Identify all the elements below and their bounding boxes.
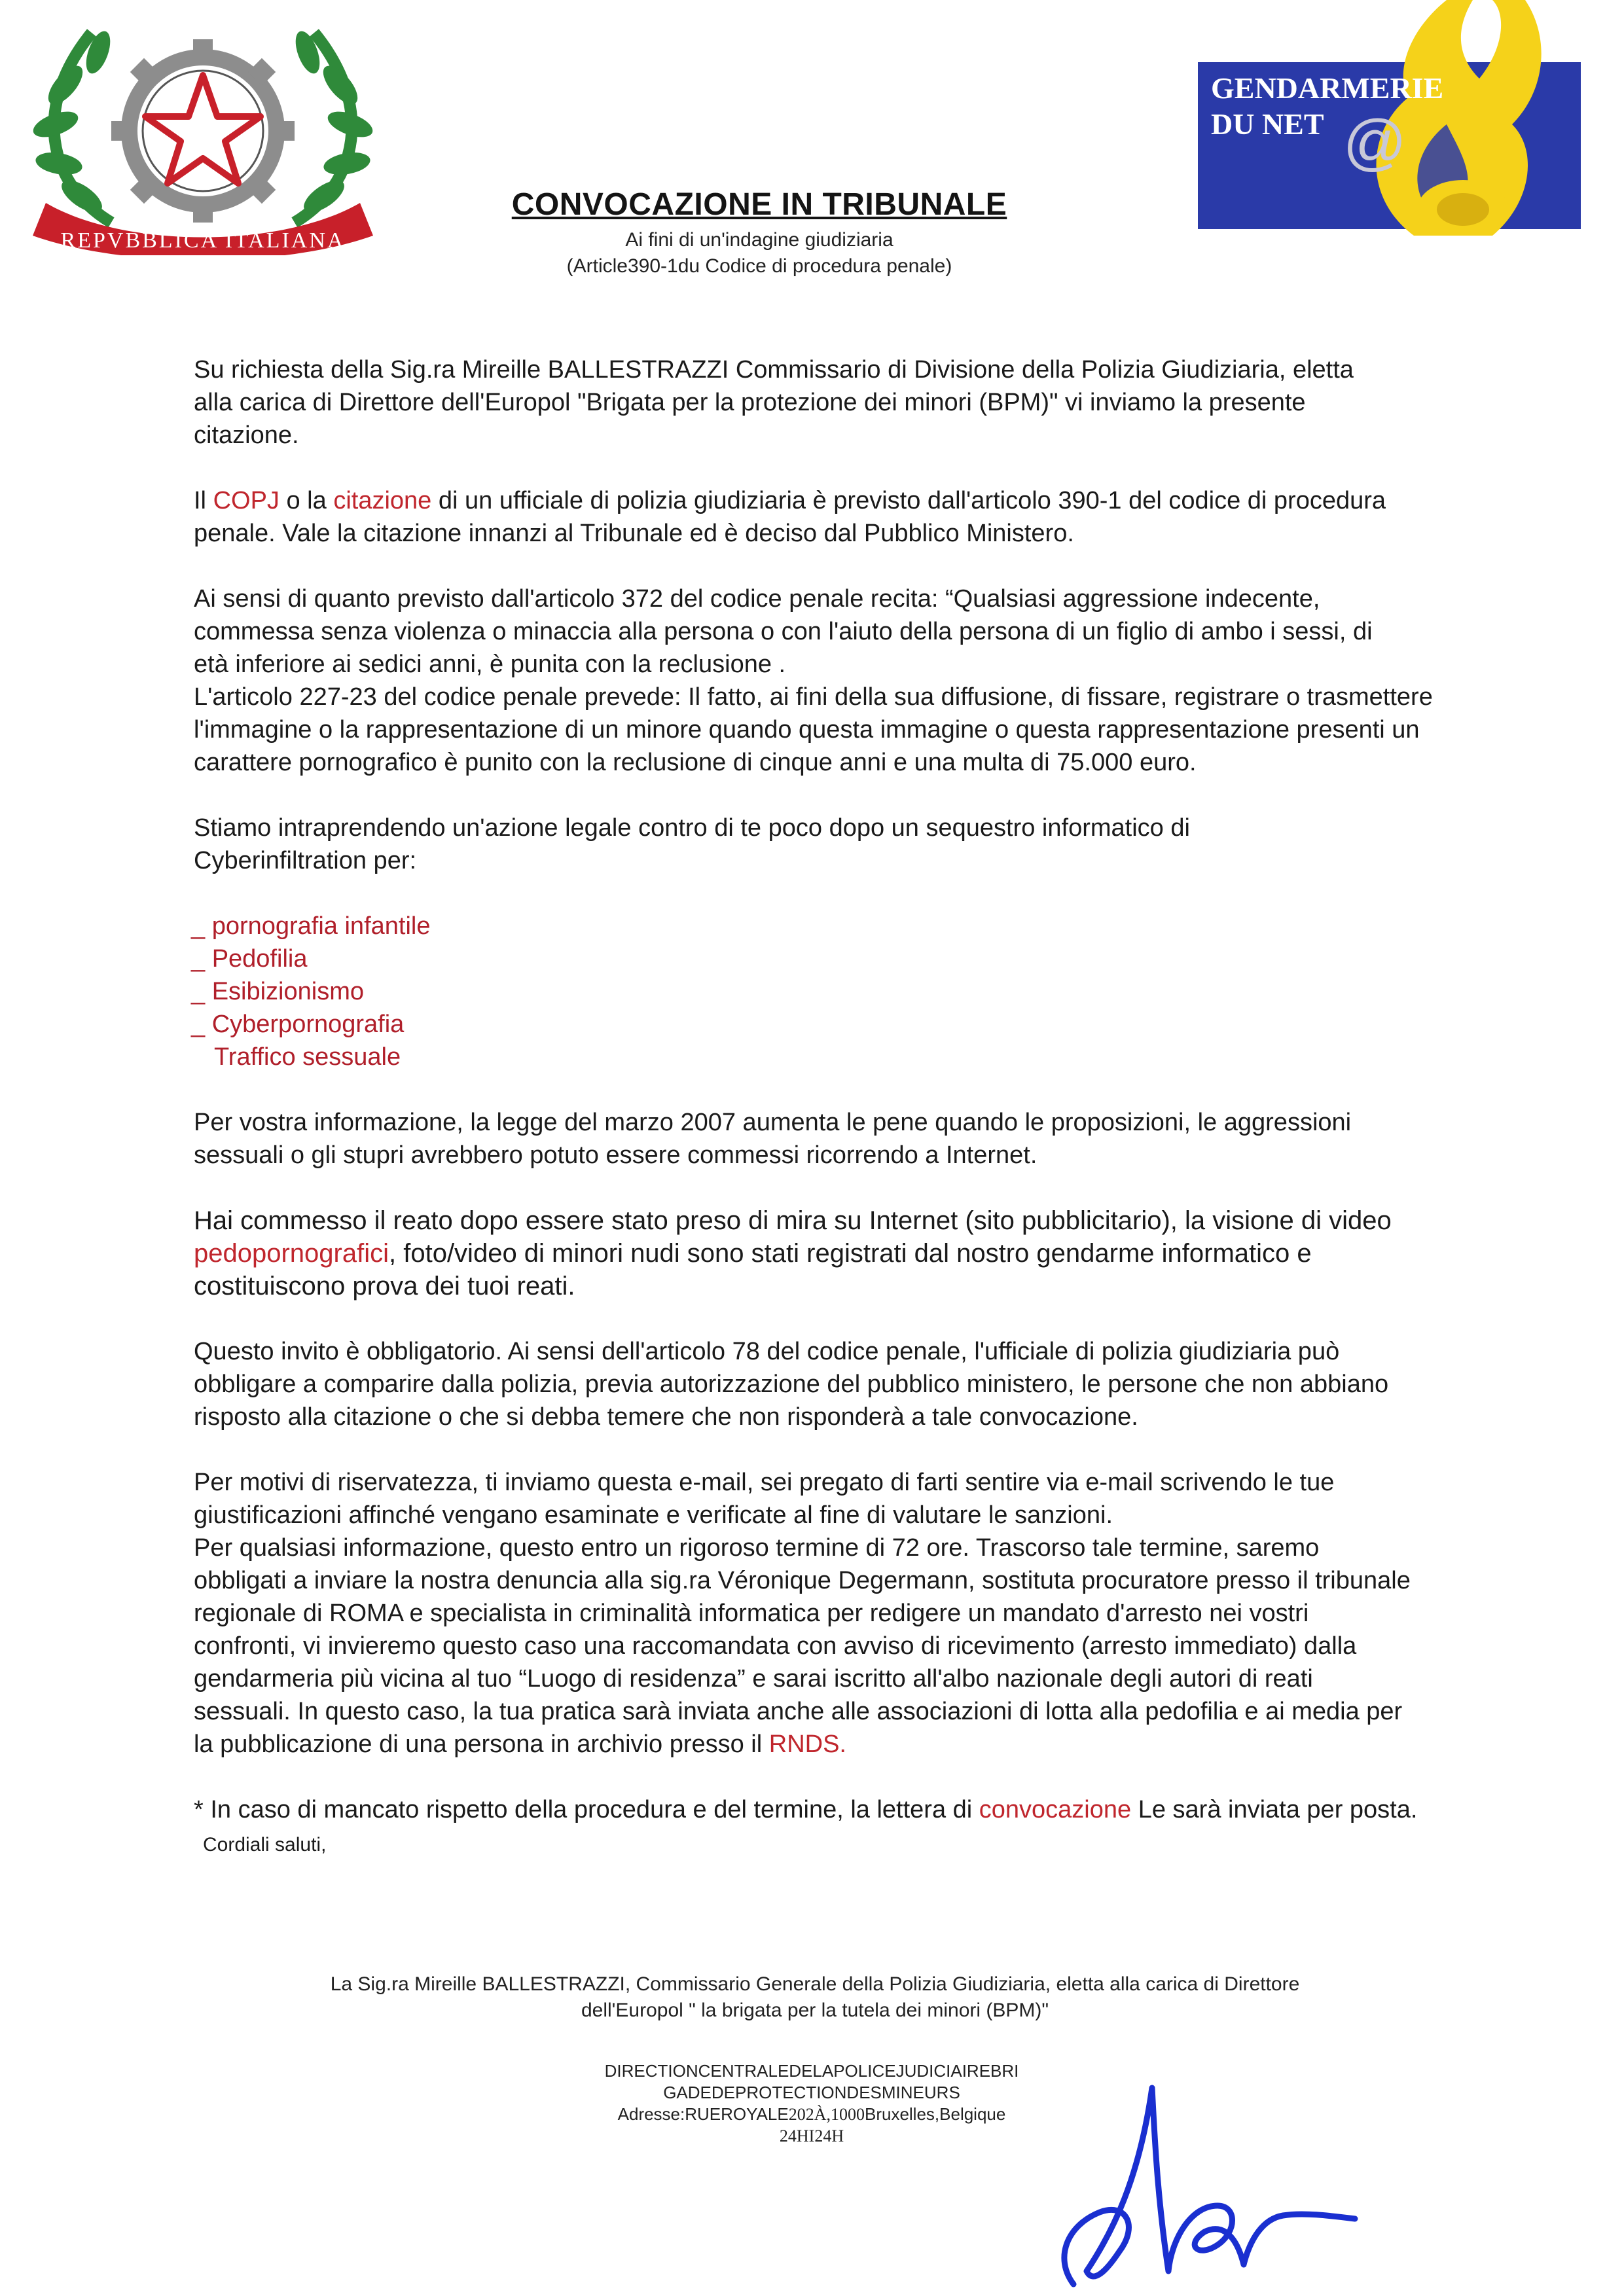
list-item: _ pornografia infantile [191, 912, 431, 940]
list-item: _ Pedofilia [191, 945, 308, 973]
address-line-2: GADEDEPROTECTIONDESMINEURS [663, 2083, 960, 2102]
handwritten-signature-icon [1028, 2075, 1368, 2296]
list-item: Traffico sessuale [214, 1043, 401, 1071]
logo-line2: DU NET [1211, 107, 1324, 141]
rnds-term: RNDS. [768, 1731, 846, 1758]
paragraph-footnote [194, 1793, 1614, 1826]
text-segment: Il [194, 487, 213, 514]
text-segment: Per qualsiasi informazione, questo entro un rigoroso termine di 72 ore. Trascorso tale termine, saremo obbligati a inviare la nostra denuncia alla sig.ra Véronique Degermann, sostituta procuratore presso il tribunale regionale di ROMA e specialista in criminalità informatica per redigere un mandato d'arresto nei vostri confronti, vi invieremo questo caso una raccomandata con avviso di ricevimento (arresto immediato) dalla gendarmeria più vicina al tuo “Luogo di residenza” e sarai iscritto all'albo nazionale degli autori di reati sessuali. In questo caso, la tua pratica sarà inviata anche alle associazioni di lotta alla pedofilia e ai media per la pubblicazione di una persona in archivio presso il [194, 1534, 1411, 1758]
italian-emblem-icon [20, 7, 386, 255]
text-segment: , foto/video di minori nudi sono stati registrati dal nostro gendarme informatico e costituiscono prova dei tuoi reati. [194, 1239, 1312, 1300]
document-title: CONVOCAZIONE IN TRIBUNALE [511, 187, 1007, 222]
text-segment: o la [279, 487, 334, 514]
text-segment: Adresse:RUEROYALE [617, 2104, 789, 2124]
closing-line-1: La Sig.ra Mireille BALLESTRAZZI, Commissario Generale della Polizia Giudiziaria, eletta alla carica di Direttore [330, 1973, 1300, 1995]
text-segment: di un ufficiale di polizia giudiziaria è previsto dall'articolo 390-1 del codice di procedura penale. Vale la citazione innanzi al Tribunale ed è deciso dal Pubblico Ministero. [194, 487, 1386, 547]
paragraph-article-78: Questo invito è obbligatorio. Ai sensi dell'articolo 78 del codice penale, l'ufficiale di polizia giudiziaria può obbligare a comparire dalla polizia, previa autorizzazione del pubblico ministero, le persone che non abbiano risposto alla citazione o che si debba temere che non risponderà a tale convocazione. [194, 1338, 1389, 1431]
paragraph-request: Su richiesta della Sig.ra Mireille BALLESTRAZZI Commissario di Divisione della Polizia Giudiziaria, eletta alla carica di Direttore dell'Europol "Brigata per la protezione dei minori (BPM)" vi inviamo la presente citazione. [194, 356, 1354, 449]
address-line-4: 24HI24H [779, 2126, 844, 2145]
gendarmerie-logo-icon [1198, 0, 1624, 236]
paragraph-legal-action: Stiamo intraprendendo un'azione legale contro di te poco dopo un sequestro informatico di Cyberinfiltration per: [194, 814, 1190, 874]
paragraph-article-372: Ai sensi di quanto previsto dall'articolo 372 del codice penale recita: “Qualsiasi aggressione indecente, commessa senza violenza o minaccia alla persona o con l'aiuto della persona di un figlio di ambo i sessi, di età inferiore ai sedici anni, è punita con la reclusione . [194, 585, 1373, 678]
text-segment: Hai commesso il reato dopo essere stato preso di mira su Internet (sito pubblicitario), la visione di video [194, 1206, 1392, 1235]
paragraph-confidentiality: Per motivi di riservatezza, ti inviamo questa e-mail, sei pregato di farti sentire via e-mail scrivendo le tue giustificazioni affinché vengano esaminate e verificate al fine di valutare le sanzioni. [194, 1469, 1335, 1529]
title-block [458, 187, 1060, 278]
text-segment: 202À,1000 [788, 2105, 865, 2124]
paragraph-offense [194, 1204, 1437, 1302]
document-subtitle-2: (Article390-1du Codice di procedura penale) [566, 255, 952, 277]
address-line-1: DIRECTIONCENTRALEDELAPOLICEJUDICIAIREBRI [604, 2061, 1019, 2081]
convocazione-term: convocazione [979, 1796, 1132, 1823]
text-segment: * In caso di mancato rispetto della procedura e del termine, la lettera di [194, 1796, 979, 1823]
list-item: _ Cyberpornografia [191, 1011, 405, 1038]
logo-at-sign: @ [1342, 107, 1406, 177]
document-subtitle-1: Ai fini di un'indagine giudiziaria [625, 229, 893, 251]
letter-body [191, 353, 1601, 1861]
copj-term: COPJ [213, 487, 280, 514]
address-line-3 [563, 2104, 1060, 2125]
paragraph-law-2007: Per vostra informazione, la legge del marzo 2007 aumenta le pene quando le proposizioni, le aggressioni sessuali o gli stupri avrebbero potuto essere commessi ricorrendo a Internet. [194, 1109, 1352, 1169]
text-segment: Bruxelles,Belgique [864, 2104, 1006, 2124]
charges-list [191, 910, 1601, 1073]
emblem-ribbon-text: REPVBBLICA ITALIANA [60, 228, 346, 253]
citazione-term: citazione [333, 487, 432, 514]
list-item: _ Esibizionismo [191, 978, 364, 1005]
pedopornografici-term: pedopornografici [194, 1239, 389, 1268]
paragraph-copj [194, 484, 1437, 550]
paragraph-deadline [194, 1532, 1411, 1761]
closing-regards: Cordiali saluti, [203, 1834, 327, 1856]
closing-line-2: dell'Europol " la brigata per la tutela dei minori (BPM)" [581, 2000, 1049, 2021]
text-segment: Le sarà inviata per posta. [1131, 1796, 1418, 1823]
paragraph-article-227: L'articolo 227-23 del codice penale prevede: Il fatto, ai fini della sua diffusione, di fissare, registrare o trasmettere l'immagine o la rappresentazione di un minore quando questa immagine o questa rappresentazione presenti un carattere pornografico è punito con la reclusione di cinque anni e una multa di 75.000 euro. [194, 683, 1433, 776]
closing-signatory [216, 1971, 1414, 2024]
logo-line1: GENDARMERIE [1211, 71, 1444, 105]
address-block [563, 2060, 1060, 2147]
